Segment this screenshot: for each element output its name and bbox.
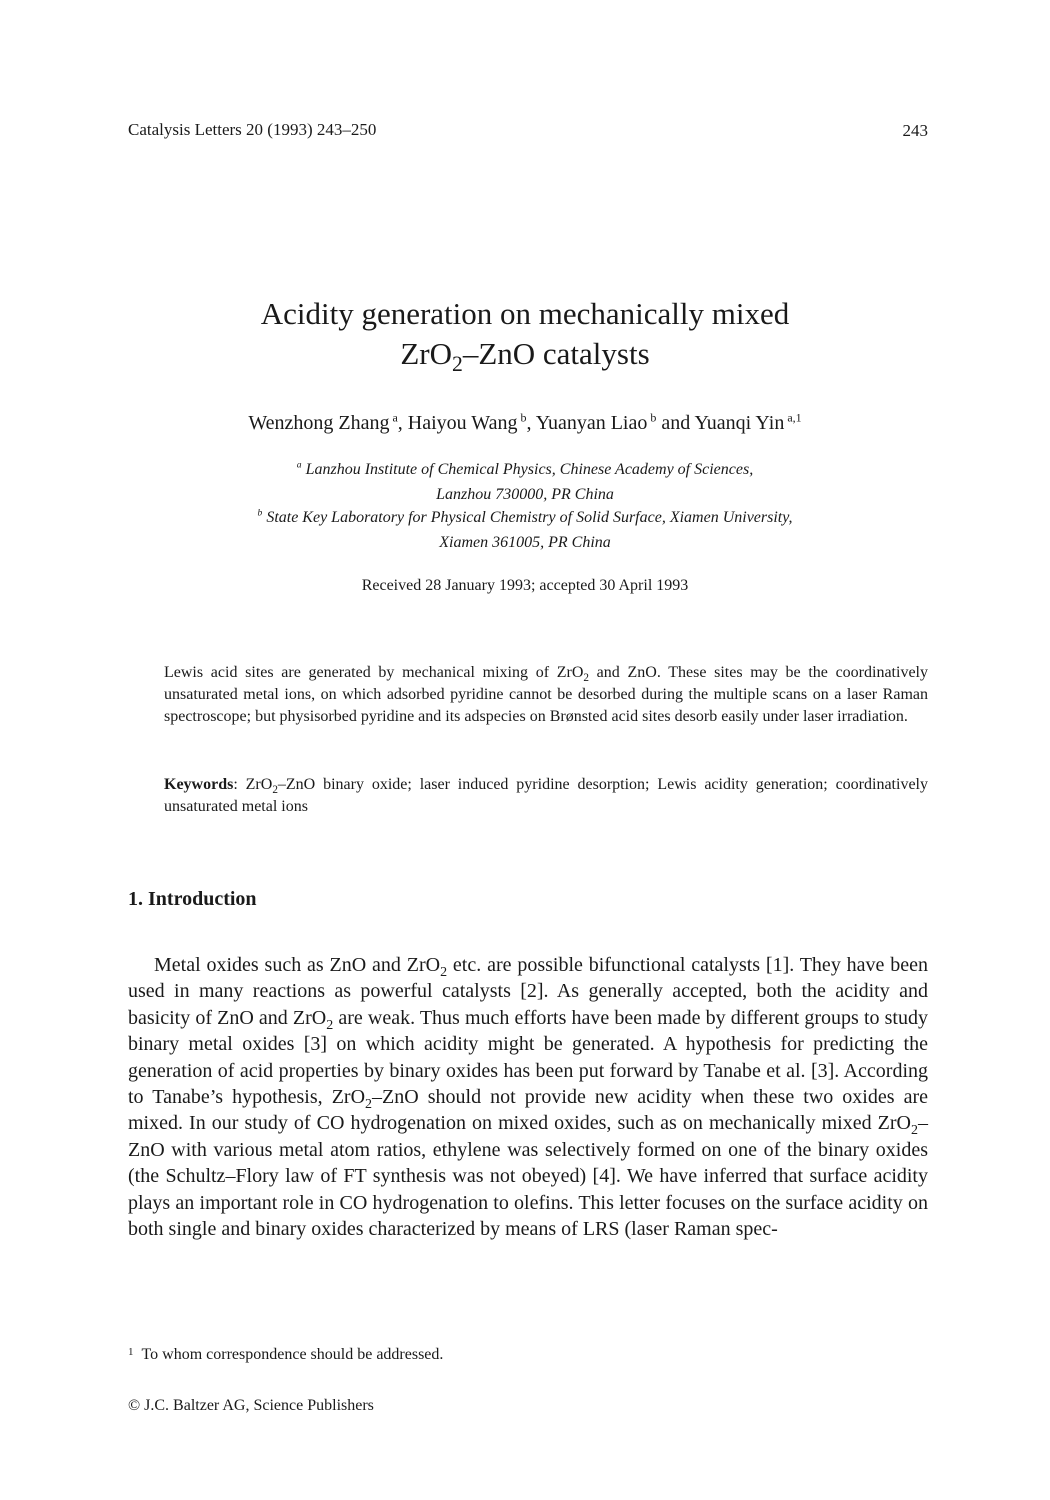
section-heading: 1. Introduction [128,888,257,910]
affiliation-b: $^b$ State Key Laboratory for Physical Chemistry of Solid Surface, Xiamen University, Xiamen 361005, PR China [257,507,793,551]
copyright-notice: © J.C. Baltzer AG, Science Publishers [128,1397,374,1414]
affiliation-a: $^a$ Lanzhou Institute of Chemical Physics, Chinese Academy of Sciences, Lanzhou 730000, PR China [296,459,754,503]
keywords: Keywords: ZrO$_2$–ZnO binary oxide; laser induced pyridine desorption; Lewis acidity generation; coordinatively unsaturated metal ions [164,776,928,815]
author: Wenzhong Zhang $^a$ [248,410,398,434]
author: Yuanyan Liao $^b$ [535,410,657,434]
author: Haiyou Wang $^b$ [407,410,527,434]
page-number: 243 [902,121,928,140]
author: Yuanqi Yin $^{a,1}$ [694,410,802,434]
title-line-1: Acidity generation on mechanically mixed [260,296,790,331]
introduction-paragraph: Metal oxides such as ZnO and ZrO$_2$ etc. are possible bifunctional catalysts [1]. They have been used in many reactions as powerful catalysts [2]. As generally accepted, both the acidity and basicity of ZnO and ZrO$_2$ are weak. Thus much efforts have been made by different groups to study binary metal oxides [3] on which acidity might be generated. A hypothesis for predicting the generation of acid properties by binary oxides has been put forward by Tanabe et al. [3]. According to Tanabe’s hypothesis, ZrO$_2$–ZnO should not provide new acidity when these two oxides are mixed. In our study of CO hydrogenation on mixed oxides, such as on mechanically mixed ZrO$_2$–ZnO with various metal atom ratios, ethylene was selectively formed on one of the binary oxides (the Schultz–Flory law of FT synthesis was not obeyed) [4]. We have inferred that surface acidity plays an important role in CO hydrogenation to olefins. This letter focuses on the surface acidity on both single and binary oxides characterized by means of LRS (laser Raman spec- [128,954,928,1241]
keywords-label: Keywords [164,776,234,793]
author-list: Wenzhong Zhang $^a$, Haiyou Wang $^b$, Yuanyan Liao $^b$ and Yuanqi Yin $^{a,1}$ [248,410,802,434]
journal-citation: Catalysis Letters 20 (1993) 243–250 [128,120,377,139]
title-line-2: ZrO$_2$–ZnO catalysts [400,336,650,377]
paper-title [0,294,1050,377]
footnote-mark: 1 [128,1346,134,1358]
abstract: Lewis acid sites are generated by mechanical mixing of ZrO$_2$ and ZnO. These sites may be the coordinatively unsaturated metal ions, on which adsorbed pyridine cannot be desorbed during the multiple scans on a laser Raman spectroscope; but physisorbed pyridine and its adspecies on Brønsted acid sites desorb easily under laser irradiation. [164,664,928,725]
footnote: $^1$ To whom correspondence should be addressed. [128,1346,444,1363]
received-dates: Received 28 January 1993; accepted 30 April 1993 [361,577,689,594]
